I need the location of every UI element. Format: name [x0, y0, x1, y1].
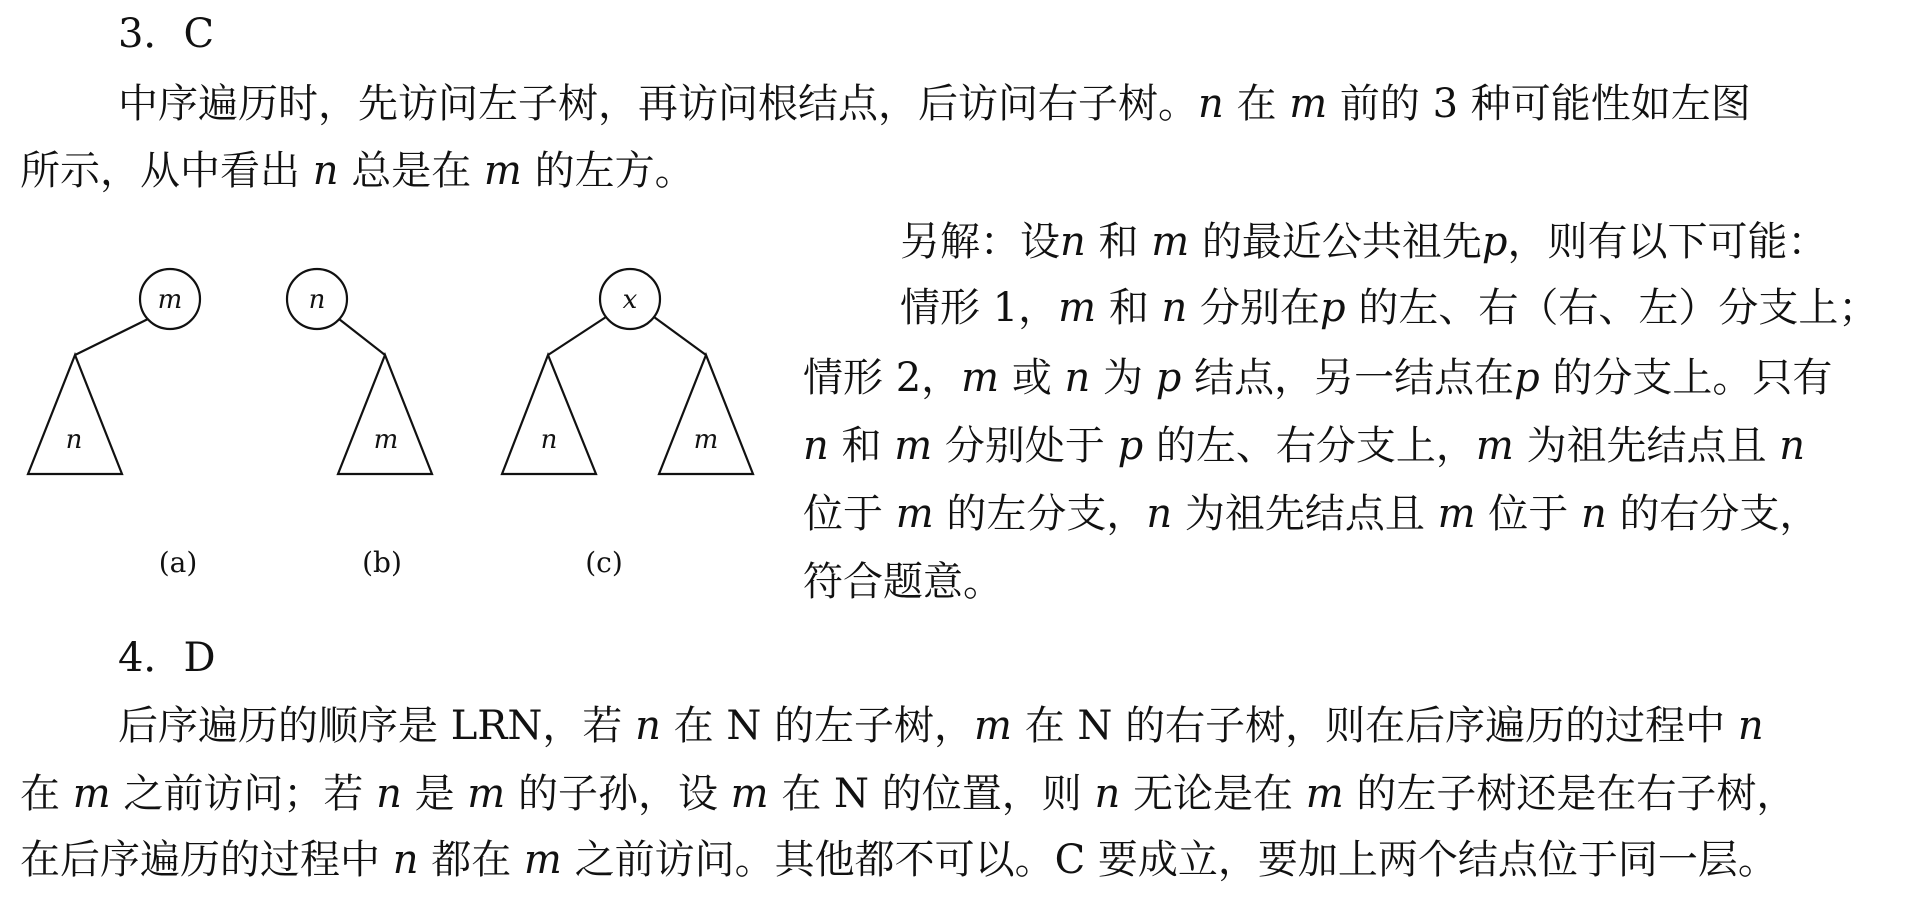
q4-line1	[0, 700, 1764, 752]
var-m: m	[1437, 491, 1476, 537]
var-n: n	[803, 423, 829, 469]
alt-line4	[803, 420, 1805, 472]
text-run: 的右分支，	[1619, 491, 1820, 537]
q4-line3	[20, 834, 1778, 886]
var-p: p	[1514, 355, 1540, 401]
var-m: m	[467, 771, 506, 817]
var-n: n	[1737, 703, 1764, 749]
text-run: ，则有以下可能：	[1507, 219, 1828, 265]
text-run: 无论是在	[1132, 771, 1293, 817]
text-run: 的子孙，设	[517, 771, 718, 817]
text-run: 和	[1098, 219, 1139, 265]
var-p: p	[1320, 285, 1346, 331]
text-run: 为	[1103, 355, 1144, 401]
q4-heading: 4．D	[118, 635, 216, 681]
tree-c-right-label: m	[693, 425, 719, 455]
caption-a: (a)	[158, 546, 198, 579]
var-p: p	[1117, 423, 1144, 469]
q3-paragraph-line1	[0, 78, 1751, 130]
alt-line2	[900, 282, 1878, 334]
alt-line3	[803, 352, 1832, 404]
tree-b-edge	[339, 319, 385, 355]
text-run: 总是在	[351, 148, 472, 194]
text-run: 的左分支，	[946, 491, 1147, 537]
text-run: 之前访问。其他都不可以。C 要成立，要加上两个结点位于同一层。	[574, 837, 1778, 883]
tree-c-left-edge	[548, 317, 606, 355]
tree-a-left-subtree	[28, 355, 122, 474]
text-run: 或	[1011, 355, 1052, 401]
var-m: m	[1058, 285, 1097, 331]
var-n: n	[1060, 219, 1086, 265]
var-n: n	[1064, 355, 1091, 401]
text-run: 中序遍历时，先访问左子树，再访问根结点，后访问右子树。	[118, 81, 1198, 127]
var-m: m	[1151, 219, 1190, 265]
text-run: 的左方。	[534, 148, 695, 194]
var-n: n	[376, 771, 402, 817]
tree-c-root-label: x	[622, 285, 638, 315]
var-m: m	[730, 771, 769, 817]
var-n: n	[1198, 81, 1224, 127]
text-run: 的左、右分支上，	[1155, 423, 1476, 469]
alt-line1	[900, 216, 1827, 268]
text-run: 之前访问；若	[123, 771, 364, 817]
tree-c-left-label: n	[540, 425, 558, 455]
tree-a-subtree-label: n	[65, 425, 83, 455]
text-run: 为祖先结点且	[1526, 423, 1767, 469]
var-m: m	[1289, 81, 1328, 127]
tree-b-subtree-label: m	[373, 425, 399, 455]
var-n: n	[392, 837, 419, 883]
text-run: 位于	[1488, 491, 1569, 537]
text-run: 和	[1108, 285, 1149, 331]
alt-line6: 符合题意。	[803, 559, 1003, 605]
var-n: n	[1094, 771, 1121, 817]
caption-b: (b)	[362, 546, 402, 579]
text-run: 在 N 的位置，则	[781, 771, 1082, 817]
var-m: m	[1475, 423, 1514, 469]
var-n: n	[635, 703, 661, 749]
text-run: 分别处于	[944, 423, 1105, 469]
var-m: m	[974, 703, 1012, 749]
text-run: 的最近公共祖先	[1201, 219, 1482, 265]
text-run: 是	[414, 771, 455, 817]
text-run: 位于	[803, 491, 883, 537]
text-run: 和	[841, 423, 882, 469]
tree-c-right-subtree	[659, 355, 753, 474]
text-run: 为祖先结点且	[1184, 491, 1425, 537]
var-m: m	[483, 148, 522, 194]
tree-b-right-subtree	[338, 355, 432, 474]
q3-paragraph-line2	[20, 145, 695, 197]
var-m: m	[895, 491, 934, 537]
text-run: 所示，从中看出	[20, 148, 300, 194]
var-n: n	[1779, 423, 1806, 469]
text-run: 结点，另一结点在	[1194, 355, 1515, 401]
var-n: n	[1161, 285, 1188, 331]
alt-line5	[803, 488, 1819, 540]
text-run: 情形 2，	[803, 355, 962, 401]
text-run: 的左、右（右、左）分支上；	[1358, 285, 1879, 331]
tree-c-left-subtree	[502, 355, 596, 474]
text-run: 前的 3 种可能性如左图	[1339, 81, 1751, 127]
q3-heading: 3．C	[118, 11, 215, 57]
text-run: 的左子树还是在右子树，	[1356, 771, 1797, 817]
text-run: 在 N 的右子树，则在后序遍历的过程中	[1024, 703, 1726, 749]
text-run: 在后序遍历的过程中	[20, 837, 380, 883]
var-p: p	[1481, 219, 1508, 265]
text-run: 的分支上。只有	[1552, 355, 1833, 401]
tree-figure	[0, 220, 780, 620]
caption-c: (c)	[585, 546, 623, 579]
tree-b-root-label: n	[308, 285, 326, 315]
var-n: n	[1580, 491, 1607, 537]
var-m: m	[523, 837, 562, 883]
tree-c-right-edge	[654, 317, 706, 355]
text-run: 情形 1，	[900, 285, 1059, 331]
text-run: 后序遍历的顺序是 LRN，若	[118, 703, 623, 749]
tree-a-edge	[75, 319, 148, 355]
var-m: m	[961, 355, 1000, 401]
var-m: m	[894, 423, 933, 469]
var-m: m	[1305, 771, 1344, 817]
text-run: 分别在	[1200, 285, 1321, 331]
text-run: 在	[20, 771, 60, 817]
text-run: 在 N 的左子树，	[673, 703, 975, 749]
var-n: n	[312, 148, 339, 194]
text-run: 另解：设	[900, 219, 1060, 265]
var-p: p	[1155, 355, 1182, 401]
q4-line2	[20, 768, 1796, 820]
var-m: m	[72, 771, 111, 817]
tree-a-root-label: m	[157, 285, 183, 315]
var-n: n	[1146, 491, 1173, 537]
text-run: 都在	[431, 837, 512, 883]
text-run: 在	[1236, 81, 1277, 127]
